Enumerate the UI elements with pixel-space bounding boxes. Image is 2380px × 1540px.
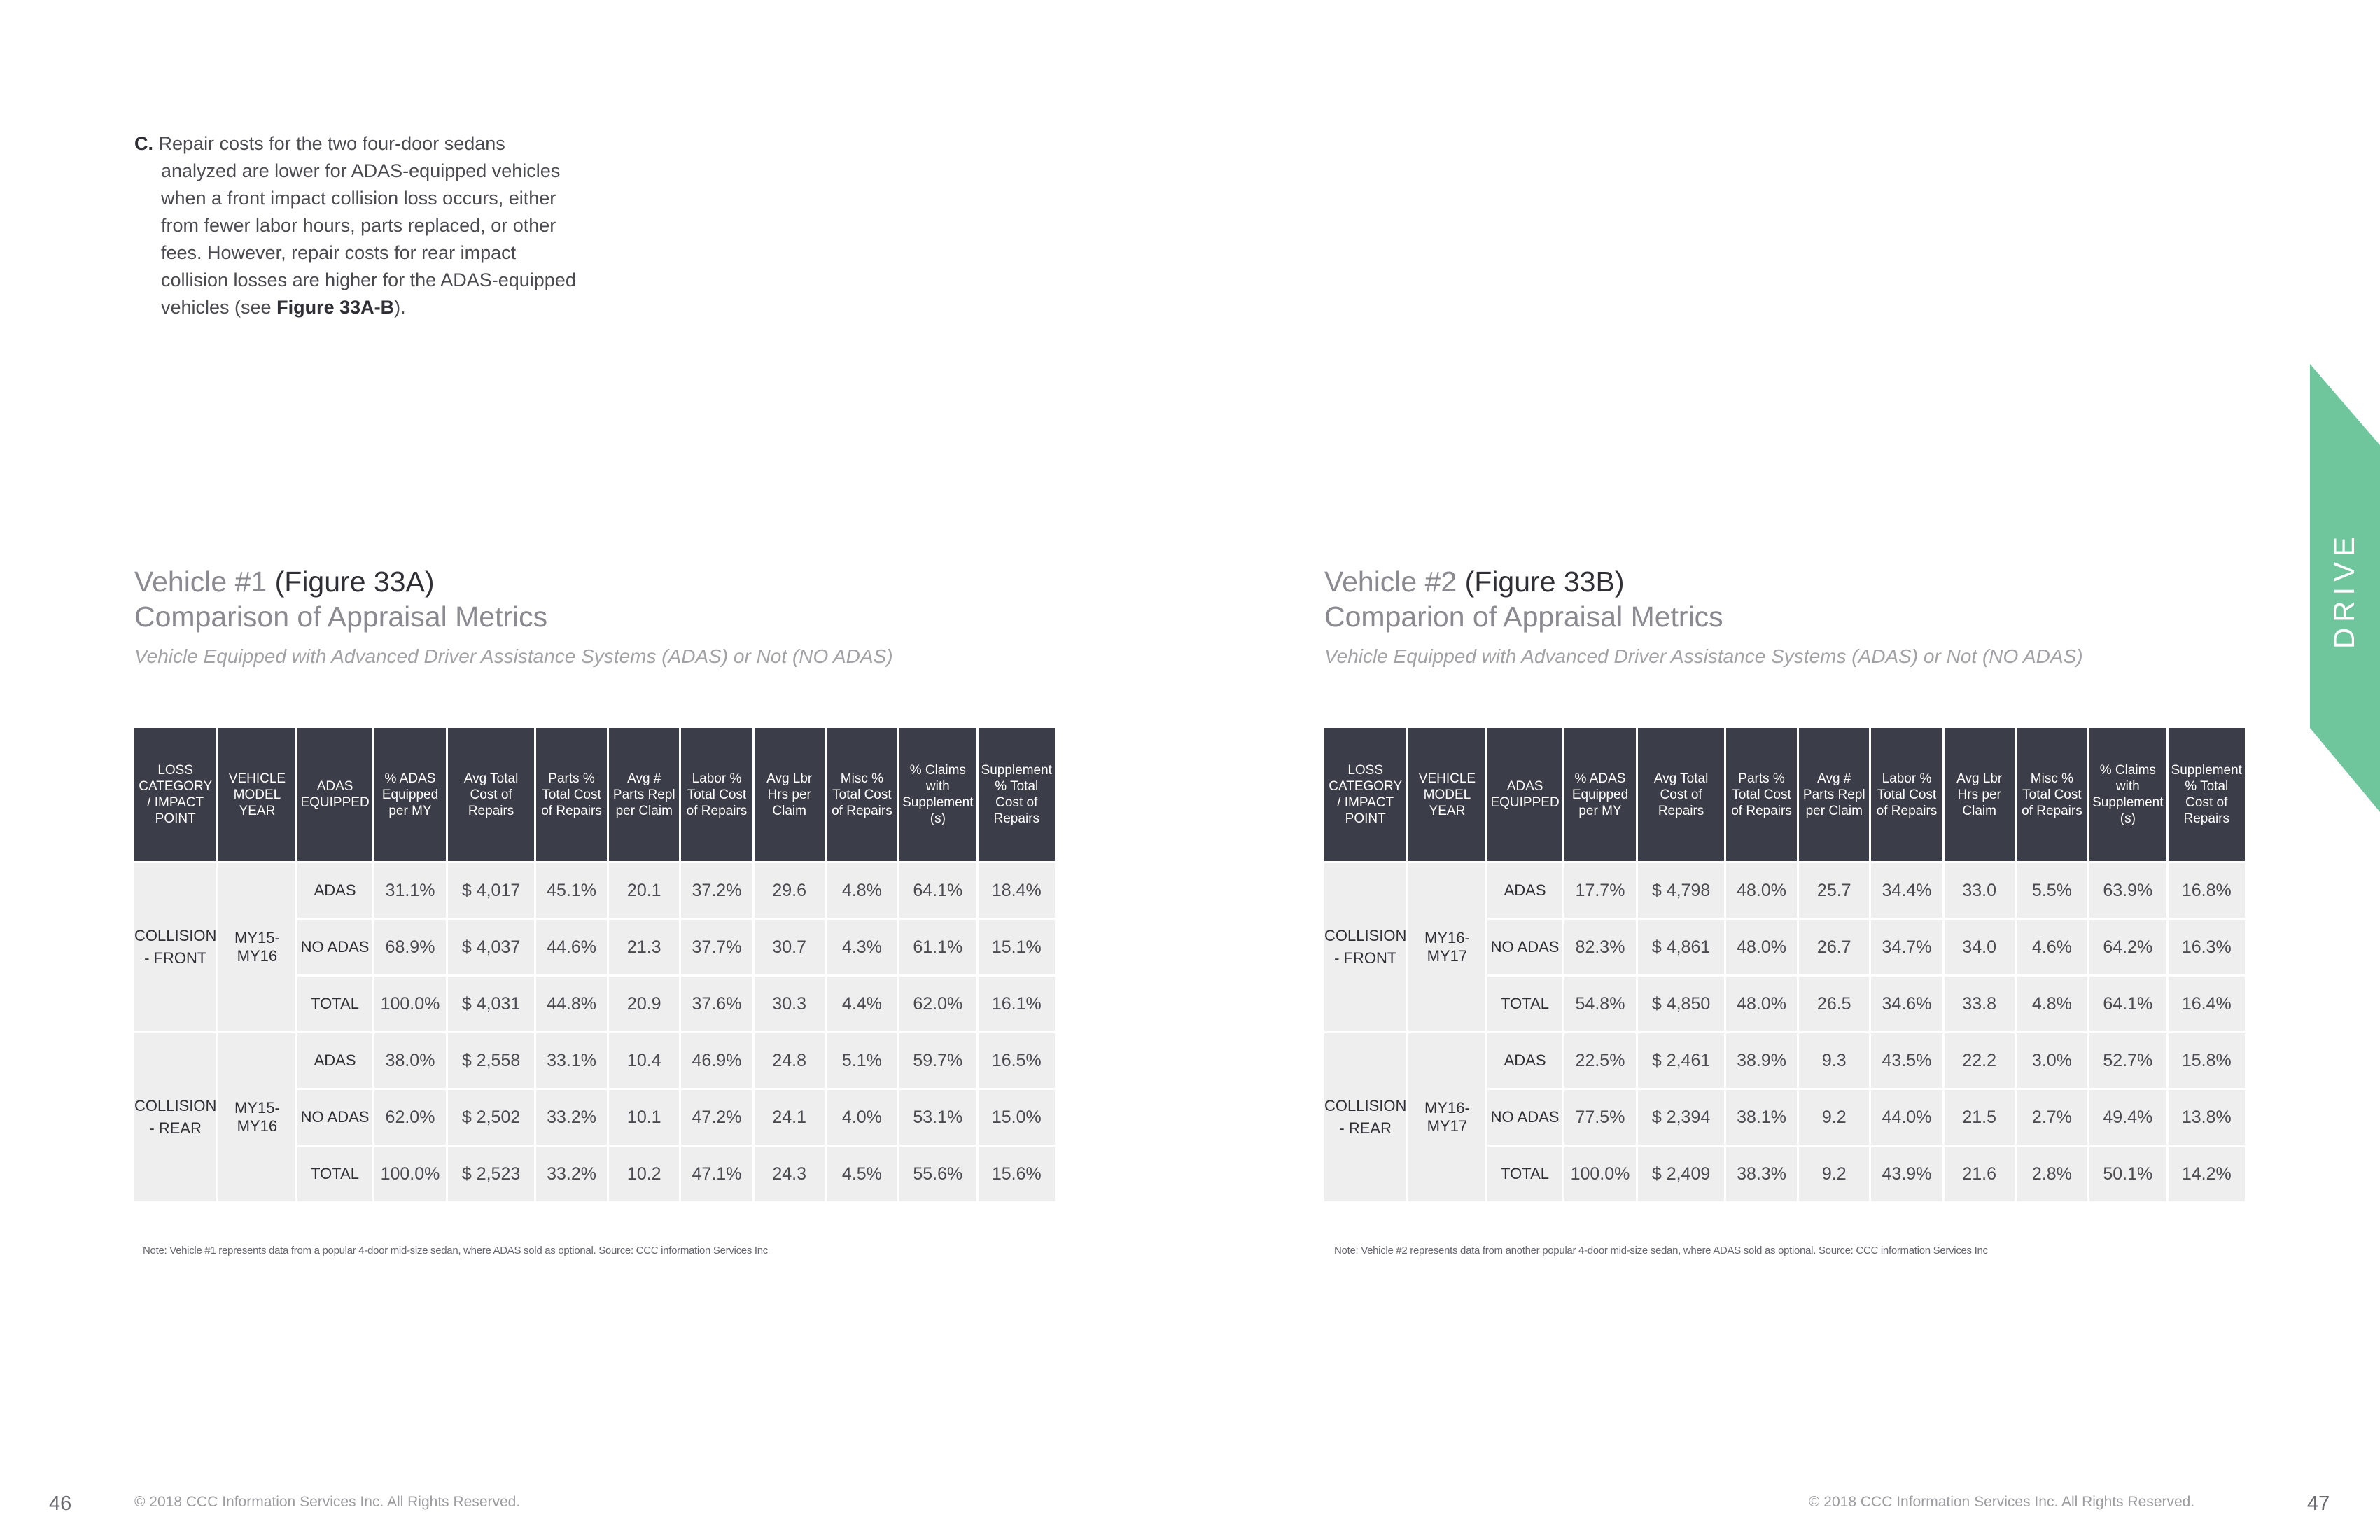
intro-figure-ref: Figure 33A-B [276, 297, 395, 318]
table-cell: 49.4% [2090, 1090, 2166, 1144]
footer-copyright-right: © 2018 CCC Information Services Inc. All Rights Reserved. [1809, 1494, 2195, 1510]
table-cell: 64.1% [899, 863, 976, 918]
model-year-cell: MY16- MY17 [1408, 863, 1485, 1031]
table-cell: 4.6% [2017, 920, 2087, 974]
table-cell: $ 4,017 [448, 863, 534, 918]
table-cell: 54.8% [1564, 976, 1637, 1031]
column-header: Labor % Total Cost of Repairs [681, 728, 752, 861]
column-header: Avg # Parts Repl per Claim [1799, 728, 1869, 861]
table-cell: 10.1 [609, 1090, 679, 1144]
loss-category-cell: COLLISION - FRONT [134, 863, 216, 1031]
table-cell: 25.7 [1799, 863, 1869, 918]
table-cell: 64.2% [2090, 920, 2166, 974]
column-header: Parts % Total Cost of Repairs [1726, 728, 1797, 861]
table-cell: 62.0% [899, 976, 976, 1031]
page-number-left: 46 [49, 1492, 72, 1515]
table-cell: 62.0% [374, 1090, 447, 1144]
table-cell: 21.5 [1945, 1090, 2015, 1144]
vehicle1-figure-label: (Figure 33A) [274, 566, 435, 598]
table-cell: 10.2 [609, 1147, 679, 1201]
adas-equipped-cell: TOTAL [298, 976, 372, 1031]
table-cell: 33.2% [536, 1147, 607, 1201]
table-cell: 82.3% [1564, 920, 1637, 974]
table-cell: 37.6% [681, 976, 752, 1031]
column-header: Labor % Total Cost of Repairs [1871, 728, 1942, 861]
table-cell: 16.3% [2169, 920, 2245, 974]
table-cell: 43.9% [1871, 1147, 1942, 1201]
side-tab-label: DRIVE [2328, 531, 2360, 650]
table-row [134, 1033, 1055, 1088]
table-cell: $ 4,850 [1638, 976, 1724, 1031]
table-cell: 9.3 [1799, 1033, 1869, 1088]
table-cell: 24.8 [755, 1033, 825, 1088]
page-number-right: 47 [2307, 1492, 2330, 1515]
column-header: % Claims with Supplement (s) [2090, 728, 2166, 861]
vehicle1-subtitle: Vehicle Equipped with Advanced Driver Assistance Systems (ADAS) or Not (NO ADAS) [134, 645, 893, 667]
vehicle2-figure-label: (Figure 33B) [1464, 566, 1625, 598]
model-year-cell: MY15-MY16 [218, 863, 295, 1031]
table-cell: 15.0% [979, 1090, 1055, 1144]
table-cell: 45.1% [536, 863, 607, 918]
table-cell: 9.2 [1799, 1147, 1869, 1201]
table-cell: 13.8% [2169, 1090, 2245, 1144]
table-cell: 4.8% [827, 863, 897, 918]
table-cell: 16.4% [2169, 976, 2245, 1031]
table-cell: 38.9% [1726, 1033, 1797, 1088]
table-cell: 59.7% [899, 1033, 976, 1088]
table-cell: 2.8% [2017, 1147, 2087, 1201]
table-cell: 20.1 [609, 863, 679, 918]
adas-equipped-cell: TOTAL [298, 1147, 372, 1201]
table-cell: 64.1% [2090, 976, 2166, 1031]
table-cell: $ 2,523 [448, 1147, 534, 1201]
table-row [134, 863, 1055, 918]
adas-equipped-cell: ADAS [298, 1033, 372, 1088]
table-cell: 4.5% [827, 1147, 897, 1201]
table-cell: 20.9 [609, 976, 679, 1031]
column-header: Avg Total Cost of Repairs [1638, 728, 1724, 861]
table-cell: 33.1% [536, 1033, 607, 1088]
intro-text-end: ). [394, 297, 406, 318]
adas-equipped-cell: ADAS [1488, 863, 1562, 918]
vehicle2-title-light: Vehicle #2 [1324, 566, 1457, 598]
adas-equipped-cell: ADAS [1488, 1033, 1562, 1088]
table-cell: $ 2,461 [1638, 1033, 1724, 1088]
table-cell: 47.2% [681, 1090, 752, 1144]
table-cell: 9.2 [1799, 1090, 1869, 1144]
table-cell: 61.1% [899, 920, 976, 974]
table-cell: 18.4% [979, 863, 1055, 918]
column-header: VEHICLE MODEL YEAR [1408, 728, 1485, 861]
column-header: VEHICLE MODEL YEAR [218, 728, 295, 861]
table-cell: 29.6 [755, 863, 825, 918]
vehicle2-note: Note: Vehicle #2 represents data from another popular 4-door mid-size sedan, where ADAS sold as optional. Source: CCC information Services Inc [1334, 1245, 1988, 1256]
adas-equipped-cell: ADAS [298, 863, 372, 918]
table-cell: 53.1% [899, 1090, 976, 1144]
loss-category-cell: COLLISION - FRONT [1324, 863, 1406, 1031]
table-cell: 5.5% [2017, 863, 2087, 918]
table-cell: 77.5% [1564, 1090, 1637, 1144]
vehicle2-title [1324, 564, 1723, 634]
table-cell: $ 4,798 [1638, 863, 1724, 918]
table-cell: 44.8% [536, 976, 607, 1031]
vehicle1-note: Note: Vehicle #1 represents data from a popular 4-door mid-size sedan, where ADAS sold as optional. Source: CCC information Services Inc [143, 1245, 769, 1256]
table-cell: 48.0% [1726, 920, 1797, 974]
column-header: ADAS EQUIPPED [298, 728, 372, 861]
table-cell: 34.0 [1945, 920, 2015, 974]
table-cell: $ 2,409 [1638, 1147, 1724, 1201]
table-cell: 21.3 [609, 920, 679, 974]
table-cell: 15.6% [979, 1147, 1055, 1201]
intro-paragraph [134, 130, 582, 321]
table-cell: 38.1% [1726, 1090, 1797, 1144]
model-year-cell: MY16- MY17 [1408, 1033, 1485, 1201]
vehicle2-table [1322, 726, 2247, 1203]
table-cell: 50.1% [2090, 1147, 2166, 1201]
vehicle2-title-line2: Comparion of Appraisal Metrics [1324, 601, 1723, 633]
table-cell: 38.3% [1726, 1147, 1797, 1201]
table-cell: 17.7% [1564, 863, 1637, 918]
table-cell: 10.4 [609, 1033, 679, 1088]
intro-letter: C. [134, 133, 153, 154]
adas-equipped-cell: NO ADAS [298, 1090, 372, 1144]
table-cell: 100.0% [374, 1147, 447, 1201]
vehicle1-title-line2: Comparison of Appraisal Metrics [134, 601, 548, 633]
vehicle1-title-light: Vehicle #1 [134, 566, 267, 598]
adas-equipped-cell: NO ADAS [1488, 1090, 1562, 1144]
table-row [1324, 1033, 2245, 1088]
table-cell: 21.6 [1945, 1147, 2015, 1201]
table-cell: 30.7 [755, 920, 825, 974]
table-cell: 26.5 [1799, 976, 1869, 1031]
table-cell: 68.9% [374, 920, 447, 974]
table-cell: 22.5% [1564, 1033, 1637, 1088]
vehicle1-title [134, 564, 547, 634]
adas-equipped-cell: TOTAL [1488, 1147, 1562, 1201]
table-cell: 14.2% [2169, 1147, 2245, 1201]
table-cell: 34.4% [1871, 863, 1942, 918]
intro-text: Repair costs for the two four-door sedans analyzed are lower for ADAS-equipped vehicles when a front impact collision loss occurs, either from fewer labor hours, parts replaced, or other fees. However, repair costs for rear impact collision losses are higher for the ADAS-equipped vehicles (see [158, 133, 576, 318]
footer-copyright-left: © 2018 CCC Information Services Inc. All Rights Reserved. [134, 1494, 521, 1510]
column-header: LOSS CATEGORY / IMPACT POINT [1324, 728, 1406, 861]
column-header: Avg Lbr Hrs per Claim [1945, 728, 2015, 861]
table-cell: 37.7% [681, 920, 752, 974]
table-cell: 30.3 [755, 976, 825, 1031]
table-cell: 48.0% [1726, 863, 1797, 918]
loss-category-cell: COLLISION - REAR [1324, 1033, 1406, 1201]
table-cell: $ 4,037 [448, 920, 534, 974]
adas-equipped-cell: NO ADAS [1488, 920, 1562, 974]
column-header: Misc % Total Cost of Repairs [827, 728, 897, 861]
model-year-cell: MY15-MY16 [218, 1033, 295, 1201]
table-cell: $ 4,031 [448, 976, 534, 1031]
table-cell: 24.1 [755, 1090, 825, 1144]
column-header: Avg Total Cost of Repairs [448, 728, 534, 861]
table-cell: 24.3 [755, 1147, 825, 1201]
table-cell: $ 2,502 [448, 1090, 534, 1144]
column-header: % Claims with Supplement (s) [899, 728, 976, 861]
table-cell: 33.2% [536, 1090, 607, 1144]
vehicle2-subtitle: Vehicle Equipped with Advanced Driver Assistance Systems (ADAS) or Not (NO ADAS) [1324, 645, 2083, 667]
table-cell: 52.7% [2090, 1033, 2166, 1088]
column-header: Avg # Parts Repl per Claim [609, 728, 679, 861]
table-cell: 15.1% [979, 920, 1055, 974]
table-cell: 16.1% [979, 976, 1055, 1031]
table-cell: 4.4% [827, 976, 897, 1031]
column-header: ADAS EQUIPPED [1488, 728, 1562, 861]
column-header: Parts % Total Cost of Repairs [536, 728, 607, 861]
table-cell: $ 4,861 [1638, 920, 1724, 974]
table-cell: 48.0% [1726, 976, 1797, 1031]
table-cell: 34.7% [1871, 920, 1942, 974]
table-cell: $ 2,558 [448, 1033, 534, 1088]
table-cell: 47.1% [681, 1147, 752, 1201]
table-cell: 15.8% [2169, 1033, 2245, 1088]
table-cell: 16.8% [2169, 863, 2245, 918]
table-cell: 26.7 [1799, 920, 1869, 974]
column-header: LOSS CATEGORY / IMPACT POINT [134, 728, 216, 861]
table-cell: 31.1% [374, 863, 447, 918]
table-cell: 100.0% [1564, 1147, 1637, 1201]
loss-category-cell: COLLISION - REAR [134, 1033, 216, 1201]
table-cell: $ 2,394 [1638, 1090, 1724, 1144]
table-cell: 37.2% [681, 863, 752, 918]
table-cell: 5.1% [827, 1033, 897, 1088]
table-cell: 38.0% [374, 1033, 447, 1088]
table-cell: 100.0% [374, 976, 447, 1031]
table-cell: 22.2 [1945, 1033, 2015, 1088]
vehicle1-table [132, 726, 1057, 1203]
adas-equipped-cell: TOTAL [1488, 976, 1562, 1031]
table-cell: 2.7% [2017, 1090, 2087, 1144]
table-cell: 33.8 [1945, 976, 2015, 1031]
table-cell: 4.0% [827, 1090, 897, 1144]
table-cell: 4.3% [827, 920, 897, 974]
table-cell: 63.9% [2090, 863, 2166, 918]
table-cell: 44.6% [536, 920, 607, 974]
column-header: Misc % Total Cost of Repairs [2017, 728, 2087, 861]
table-cell: 16.5% [979, 1033, 1055, 1088]
table-cell: 3.0% [2017, 1033, 2087, 1088]
column-header: % ADAS Equipped per MY [1564, 728, 1637, 861]
table-cell: 46.9% [681, 1033, 752, 1088]
column-header: % ADAS Equipped per MY [374, 728, 447, 861]
table-cell: 44.0% [1871, 1090, 1942, 1144]
table-row [1324, 863, 2245, 918]
table-cell: 55.6% [899, 1147, 976, 1201]
column-header: Avg Lbr Hrs per Claim [755, 728, 825, 861]
column-header: Supplement % Total Cost of Repairs [2169, 728, 2245, 861]
table-cell: 33.0 [1945, 863, 2015, 918]
column-header: Supplement % Total Cost of Repairs [979, 728, 1055, 861]
table-cell: 34.6% [1871, 976, 1942, 1031]
adas-equipped-cell: NO ADAS [298, 920, 372, 974]
table-cell: 43.5% [1871, 1033, 1942, 1088]
table-cell: 4.8% [2017, 976, 2087, 1031]
